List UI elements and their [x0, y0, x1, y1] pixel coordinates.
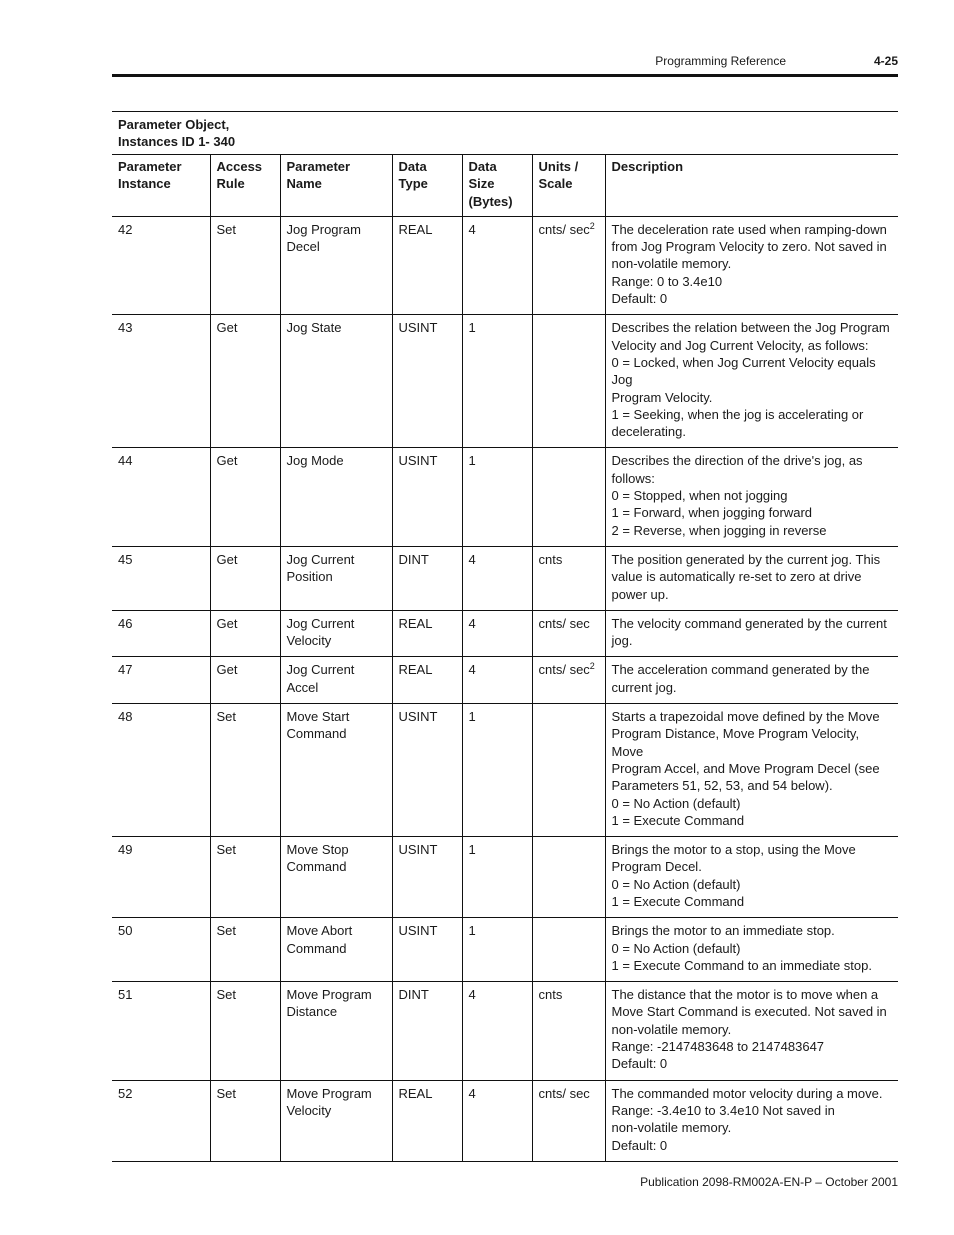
- cell-description: The distance that the motor is to move when a Move Start Command is executed. Not saved in non-volatile memory. Range: -2147483648 to 2147483647 Default: 0: [605, 982, 898, 1080]
- table-row: [112, 704, 898, 837]
- cell-units: cnts/ sec: [532, 610, 605, 657]
- cell-data-size: 4: [462, 610, 532, 657]
- cell-instance: 42: [112, 216, 210, 314]
- header-rule: [112, 74, 898, 77]
- cell-data-size: 1: [462, 704, 532, 837]
- column-header-access: Access Rule: [210, 155, 280, 217]
- units-exponent: 2: [589, 661, 595, 672]
- cell-data-type: DINT: [392, 546, 462, 610]
- cell-access-rule: Set: [210, 216, 280, 314]
- cell-instance: 46: [112, 610, 210, 657]
- cell-data-size: 4: [462, 982, 532, 1080]
- cell-description: The deceleration rate used when ramping-down from Jog Program Velocity to zero. Not saved in non-volatile memory. Range: 0 to 3.4e10 Default: 0: [605, 216, 898, 314]
- cell-parameter-name: Jog Current Velocity: [280, 610, 392, 657]
- table-row: [112, 837, 898, 918]
- cell-units: [532, 315, 605, 448]
- section-title: Programming Reference: [655, 54, 786, 68]
- table-title: Parameter Object, Instances ID 1- 340: [112, 112, 898, 155]
- cell-parameter-name: Jog State: [280, 315, 392, 448]
- cell-parameter-name: Move Stop Command: [280, 837, 392, 918]
- cell-parameter-name: Jog Mode: [280, 448, 392, 546]
- cell-description: Brings the motor to an immediate stop. 0 = No Action (default) 1 = Execute Command to an immediate stop.: [605, 918, 898, 982]
- cell-access-rule: Get: [210, 315, 280, 448]
- publication-footer: Publication 2098-RM002A-EN-P – October 2001: [640, 1175, 898, 1189]
- column-header-type: Data Type: [392, 155, 462, 217]
- column-header-description: Description: [605, 155, 898, 217]
- cell-data-type: REAL: [392, 1080, 462, 1161]
- cell-data-type: USINT: [392, 704, 462, 837]
- cell-access-rule: Set: [210, 704, 280, 837]
- column-header-units: Units / Scale: [532, 155, 605, 217]
- cell-description: The velocity command generated by the current jog.: [605, 610, 898, 657]
- cell-instance: 51: [112, 982, 210, 1080]
- cell-description: Brings the motor to a stop, using the Move Program Decel. 0 = No Action (default) 1 = Execute Command: [605, 837, 898, 918]
- cell-data-size: 4: [462, 546, 532, 610]
- table-row: [112, 448, 898, 546]
- units-exponent: 2: [589, 220, 595, 231]
- cell-instance: 48: [112, 704, 210, 837]
- cell-parameter-name: Move Abort Command: [280, 918, 392, 982]
- cell-data-size: 1: [462, 315, 532, 448]
- table-body: [112, 216, 898, 1161]
- cell-units: [532, 918, 605, 982]
- cell-description: The acceleration command generated by the current jog.: [605, 657, 898, 704]
- table-row: [112, 610, 898, 657]
- table-title-row: [112, 112, 898, 155]
- cell-data-type: REAL: [392, 610, 462, 657]
- cell-parameter-name: Move Program Distance: [280, 982, 392, 1080]
- cell-access-rule: Get: [210, 448, 280, 546]
- cell-parameter-name: Jog Program Decel: [280, 216, 392, 314]
- table-row: [112, 918, 898, 982]
- cell-parameter-name: Move Start Command: [280, 704, 392, 837]
- cell-access-rule: Get: [210, 546, 280, 610]
- cell-access-rule: Set: [210, 1080, 280, 1161]
- cell-units: cnts: [532, 982, 605, 1080]
- cell-data-type: USINT: [392, 918, 462, 982]
- table-row: [112, 1080, 898, 1161]
- cell-instance: 47: [112, 657, 210, 704]
- cell-data-type: REAL: [392, 216, 462, 314]
- cell-data-type: USINT: [392, 315, 462, 448]
- table-row: [112, 982, 898, 1080]
- cell-description: Describes the relation between the Jog Program Velocity and Jog Current Velocity, as follows: 0 = Locked, when Jog Current Velocity equals Jog Program Velocity. 1 = Seeking, when the jog is accelerating or decelerating.: [605, 315, 898, 448]
- table-row: [112, 216, 898, 314]
- table-row: [112, 657, 898, 704]
- cell-units: [532, 837, 605, 918]
- cell-instance: 45: [112, 546, 210, 610]
- cell-instance: 50: [112, 918, 210, 982]
- cell-data-type: REAL: [392, 657, 462, 704]
- cell-instance: 44: [112, 448, 210, 546]
- cell-parameter-name: Jog Current Position: [280, 546, 392, 610]
- cell-instance: 43: [112, 315, 210, 448]
- cell-instance: 49: [112, 837, 210, 918]
- cell-parameter-name: Move Program Velocity: [280, 1080, 392, 1161]
- cell-description: The commanded motor velocity during a move. Range: -3.4e10 to 3.4e10 Not saved in non-volatile memory. Default: 0: [605, 1080, 898, 1161]
- column-header-name: Parameter Name: [280, 155, 392, 217]
- cell-data-size: 1: [462, 837, 532, 918]
- cell-data-size: 4: [462, 1080, 532, 1161]
- cell-description: The position generated by the current jog. This value is automatically re-set to zero at drive power up.: [605, 546, 898, 610]
- cell-access-rule: Set: [210, 918, 280, 982]
- column-header-instance: Parameter Instance: [112, 155, 210, 217]
- cell-units: cnts/ $\sec^2$: [532, 216, 605, 314]
- page-number: 4-25: [873, 54, 898, 68]
- column-header-row: [112, 155, 898, 217]
- cell-units: cnts: [532, 546, 605, 610]
- cell-description: Starts a trapezoidal move defined by the Move Program Distance, Move Program Velocity, Move Program Accel, and Move Program Decel (see Parameters 51, 52, 53, and 54 below). 0 = No Action (default) 1 = Execute Command: [605, 704, 898, 837]
- cell-data-size: 1: [462, 448, 532, 546]
- cell-units: cnts/ $\sec^2$: [532, 657, 605, 704]
- cell-data-type: USINT: [392, 837, 462, 918]
- running-header: [112, 50, 898, 70]
- table-row: [112, 315, 898, 448]
- column-header-size: Data Size (Bytes): [462, 155, 532, 217]
- cell-units: cnts/ sec: [532, 1080, 605, 1161]
- table-row: [112, 546, 898, 610]
- cell-units: [532, 704, 605, 837]
- cell-description: Describes the direction of the drive's jog, as follows: 0 = Stopped, when not jogging 1 = Forward, when jogging forward 2 = Reverse, when jogging in reverse: [605, 448, 898, 546]
- parameter-table: [112, 111, 898, 1162]
- cell-instance: 52: [112, 1080, 210, 1161]
- cell-access-rule: Get: [210, 657, 280, 704]
- cell-access-rule: Set: [210, 982, 280, 1080]
- cell-data-size: 4: [462, 657, 532, 704]
- cell-access-rule: Set: [210, 837, 280, 918]
- cell-parameter-name: Jog Current Accel: [280, 657, 392, 704]
- cell-data-size: 4: [462, 216, 532, 314]
- cell-data-type: USINT: [392, 448, 462, 546]
- cell-data-size: 1: [462, 918, 532, 982]
- cell-units: [532, 448, 605, 546]
- cell-data-type: DINT: [392, 982, 462, 1080]
- cell-access-rule: Get: [210, 610, 280, 657]
